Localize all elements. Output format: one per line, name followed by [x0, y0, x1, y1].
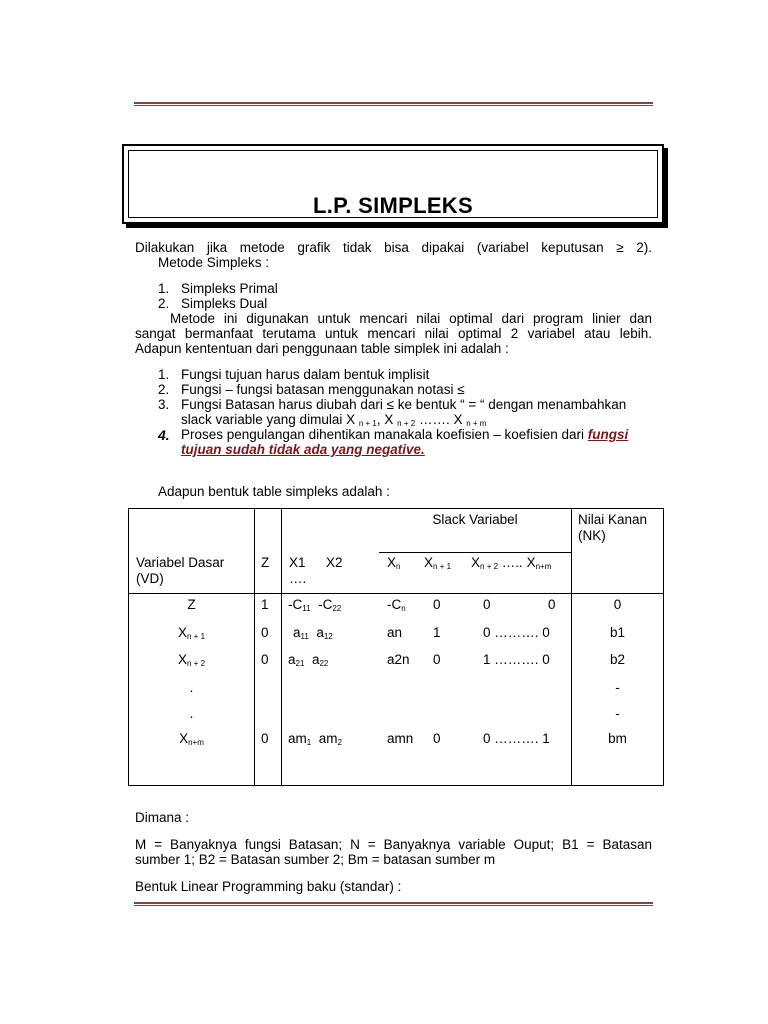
header-xn1: $X_{n + 1}$ — [424, 555, 452, 571]
page-title: L.P. SIMPLEKS — [313, 193, 473, 218]
description-line: Metode ini digunakan untuk mencari nilai optimal dari program linier dan — [170, 311, 652, 326]
list-text: Fungsi – fungsi batasan menggunakan notasi ≤ — [181, 382, 465, 397]
header-z: Z — [261, 555, 270, 570]
header-slack-variabel: Slack Variabel — [432, 512, 518, 527]
header-xn2-xnm: $X_{n + 2}$ ….. $X_{n+m}$ — [471, 555, 552, 571]
list-number: 2. — [158, 382, 170, 397]
description-line: Adapun kententuan dari penggunaan table simplek ini adalah : — [135, 341, 509, 356]
intro-subtitle: Metode Simpleks : — [158, 255, 270, 270]
list-number: 1. — [158, 367, 170, 382]
list-number: 3. — [158, 397, 170, 412]
emphasis-text: fungsi — [587, 427, 629, 442]
header-xn: $X_n$ — [387, 555, 401, 571]
list-number: 1. — [158, 281, 170, 296]
baku-label: Bentuk Linear Programming baku (standar) : — [135, 879, 402, 894]
description-line: sangat bermanfaat terutama untuk mencari nilai optimal 2 variabel atau lebih. — [135, 326, 652, 341]
emphasis-text: tujuan sudah tidak ada yang negative. — [181, 442, 425, 457]
header-nk: (NK) — [578, 528, 606, 543]
definition-line: M = Banyaknya fungsi Batasan; N = Banyaknya variable Ouput; B1 = Batasan — [135, 837, 652, 852]
header-x1: X1 — [289, 555, 306, 570]
list-text: Simpleks Dual — [181, 296, 268, 311]
header-x2: X2 — [326, 555, 343, 570]
dimana-label: Dimana : — [135, 810, 190, 825]
bottom-divider — [134, 902, 653, 906]
list-text: Proses pengulangan dihentikan manakala koefisien – koefisien dari fungsi — [181, 427, 629, 442]
list-text: Fungsi tujuan harus dalam bentuk implisit — [181, 367, 430, 382]
top-divider — [134, 102, 653, 106]
header-dots: …. — [289, 571, 307, 586]
intro-line: Dilakukan jika metode grafik tidak bisa dipakai (variabel keputusan ≥ 2). — [135, 240, 652, 255]
list-text: Fungsi Batasan harus diubah dari ≤ ke bentuk “ = “ dengan menambahkan — [181, 397, 627, 412]
list-text: slack variable yang dimulai X $_{n + 1}$, X $_{n + 2}$ ……. X $_{n + m}$ — [181, 412, 487, 428]
simplex-table: Slack Variabel Nilai Kanan (NK) Variabel Dasar (VD) Z X1 X2 …. $X_n$ $X_{n + 1}$ $X_{n + 2}$ ….. $X_{n+m}$ Z 1 $-C_{11}$ $-C_{22}$ $-C_n$ 0 0 0 0 $X_{n + 1}$ 0 $a_{11}$ $a_{12}$ an 1 0 ………. 0 b1 $X_{n + 2}$ 0 $a_{21}$ $a_{22}$ a2n 0 1 ………. 0 b2 . - . - $X_{n+m}$ 0 $am_1$ $am_2$ amn 0 0 ………. 1 bm — [128, 508, 664, 786]
definition-line: sumber 1; B2 = Batasan sumber 2; Bm = batasan sumber m — [135, 852, 496, 867]
table-intro: Adapun bentuk table simpleks adalah : — [158, 484, 390, 499]
list-number: 2. — [158, 296, 170, 311]
header-variabel-dasar: Variabel Dasar — [136, 555, 225, 570]
header-nilai-kanan: Nilai Kanan — [578, 512, 648, 527]
list-text: Simpleks Primal — [181, 281, 278, 296]
title-box — [122, 144, 664, 224]
header-vd: (VD) — [136, 571, 164, 586]
list-number: 4. — [158, 427, 170, 443]
